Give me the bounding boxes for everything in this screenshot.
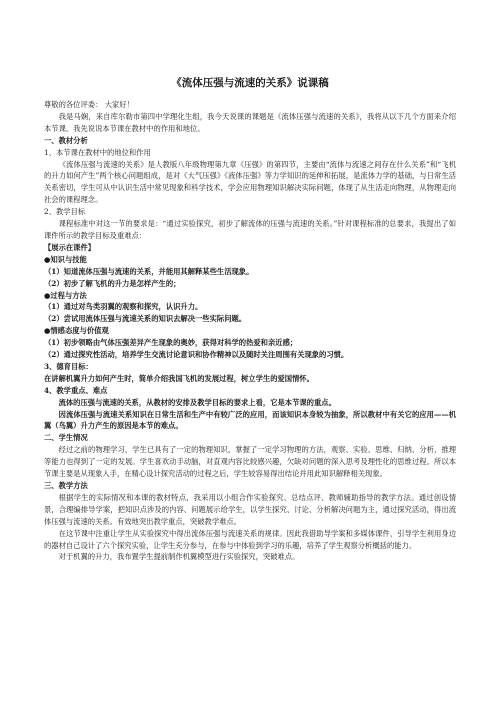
goal-knowledge-item-2: （2）初步了解飞机的升力是怎样产生的； — [44, 278, 181, 288]
methods-paragraph-3: 对于机翼的升力，我布置学生提前制作机翼模型进行实验探究，突破难点。 — [58, 552, 300, 562]
goal-knowledge-heading: ●知识与技能 — [44, 254, 87, 264]
section-heading-methods: 三、教学方法 — [44, 481, 88, 490]
goals-paragraph: 课程标准中对这一节的要求是：“通过实验探究，初步了解流体的压强与流速的关系。”针对课程标准的总要求，我提出了如课件所示的教学目标及重难点： — [44, 219, 456, 240]
goal-attitude-heading: ●情感态度与价值观 — [44, 326, 109, 336]
intro-paragraph: 我是马娴，来自库尔勒市第四中学理化生组，我今天说课的课题是《流体压强与流速的关系》，我将从以下几个方面来介绍本节课。我先说说本节课在教材中的作用和地位。 — [44, 111, 456, 133]
section-heading-textbook: 一、教材分析 — [44, 135, 88, 145]
methods-paragraph-2: 在这节课中注重让学生从实验探究中得出流体压强与流速关系的规律。因此我借助导学案和多媒体课件，引导学生利用身边的器材自己设计了六个探究实验，让学生充分参与，在参与中体验到学习的乐趣，培养了学生观察分析概括的能力。 — [44, 528, 456, 550]
moral-paragraph: 在讲解机翼升力如何产生时，简单介绍我国飞机的发展过程，树立学生的爱国情怀。 — [44, 373, 314, 383]
subheading-key-points: 4、教学重点、难点 — [44, 385, 108, 395]
methods-paragraph-1: 根据学生的实际情况和本课的教材特点，我采用以小组合作实验探究、总结点评、教师辅助指导的教学方法。通过创设情景，合理编排导学案，把知识点涉及的内容、问题展示给学生，以学生探究、讨论、分析解决问题为主，通过探究活动，得出流体压强与流速的关系。有效地突出教学重点，突破教学难点。 — [44, 492, 456, 526]
courseware-label: 【展示在课件】 — [44, 242, 96, 252]
subheading-goals: 2、教学目标 — [44, 207, 86, 217]
goal-attitude-item-2: （2）通过探究性活动，培养学生交流讨论意识和协作精神以及随时关注周围有关现象的习惯。 — [44, 350, 349, 360]
section-heading-students: 二、学生情况 — [44, 433, 88, 443]
greeting: 尊敬的各位评委： 大家好！ — [44, 100, 134, 109]
key-point-paragraph: 流体的压强与流速的关系，从教材的安排及教学目标的要求上看，它是本节课的重点。 — [58, 397, 336, 407]
goal-process-heading: ●过程与方法 — [44, 290, 87, 300]
difficulty-paragraph: 因流体压强与流速关系知识在日常生活和生产中有较广泛的应用，而该知识本身较为抽象，所以教材中有关它的应用——机翼（鸟翼）升力产生的原因是本节的难点。 — [44, 409, 456, 431]
document-title: 《流体压强与流速的关系》说课稿 — [171, 77, 329, 89]
goal-knowledge-item-1: （1）知道流体压强与流速的关系，并能用其解释某些生活现象。 — [44, 266, 254, 276]
role-paragraph: 《流体压强与流速的关系》是人教版八年级物理第九章《压强》的第四节，主要由“流体与流速之间存在什么关系”和“飞机的升力如何产生”两个核心问题组成，是对《大气压强》《液体压强》等力学知识的延伸和拓展，是流体力学的基础，与日常生活关系密切，学生可从中认识生活中常见现象和科学技术，学会应用物理知识解决实际问题，体现了从生活走向物理，从物理走向社会的课程理念。 — [44, 159, 456, 205]
goal-process-item-1: （1）通过对鸟类羽翼的观察和探究，认识升力。 — [44, 302, 203, 312]
goal-process-item-2: （2）尝试用流体压强与流速关系的知识去解决一些实际问题。 — [44, 314, 247, 324]
subheading-role: 1、本节课在教材中的地位和作用 — [44, 147, 151, 157]
subheading-moral: 3、德育目标： — [44, 361, 93, 371]
goal-attitude-item-1: （1）初步领略由气体压强差异产生现象的奥妙，获得对科学的热爱和亲近感； — [44, 338, 298, 348]
students-paragraph: 经过之前的物理学习，学生已具有了一定的物理知识，掌握了一定学习物理的方法，观察、实验、思维、归纳、分析、推理等能力也得到了一定的发展。学生喜欢动手动脑，对直观内容比较感兴趣，欠缺对问题的深入思考及理性化的思维过程。所以本节课主要是从现象入手，在精心设计探究活动的过程之后，学生较容易得出结论并用此知识解释相关现象。 — [44, 445, 456, 479]
